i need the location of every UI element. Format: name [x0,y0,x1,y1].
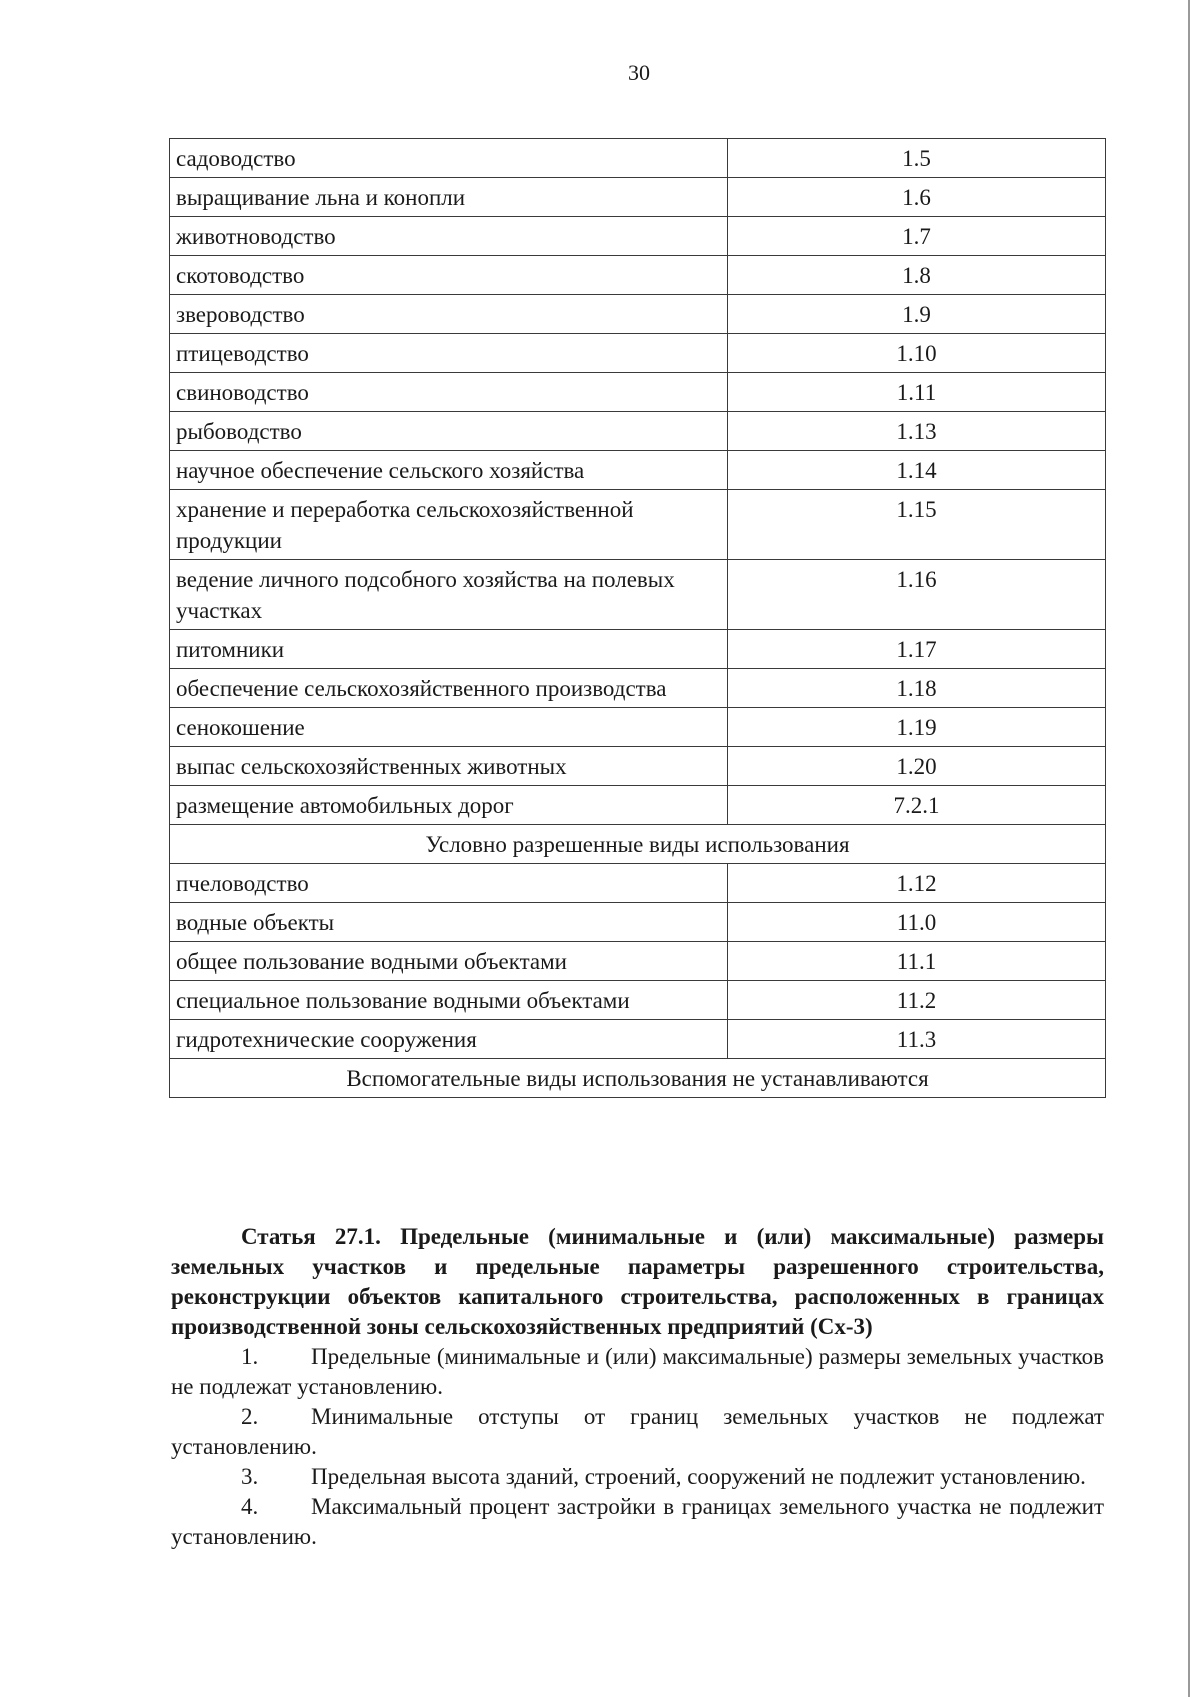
use-name: водные объекты [170,903,728,942]
use-name: садоводство [170,139,728,178]
section-heading-conditional: Условно разрешенные виды использования [170,825,1106,864]
table-row [170,669,1106,708]
clause [171,1342,1104,1402]
table-row [170,412,1106,451]
table-row [170,217,1106,256]
section-row-auxiliary [170,1059,1106,1098]
clause-text: Предельные (минимальные и (или) максимальные) размеры земельных участков не подлежат установлению. [171,1344,1104,1399]
clause-text: Предельная высота зданий, строений, сооружений не подлежит установлению. [311,1464,1086,1489]
use-name: специальное пользование водными объектами [170,981,728,1020]
use-name: рыбоводство [170,412,728,451]
table-row [170,334,1106,373]
use-name: скотоводство [170,256,728,295]
page-edge-line [1188,0,1190,1697]
table-row [170,451,1106,490]
use-name: свиноводство [170,373,728,412]
use-code: 1.15 [728,490,1106,560]
use-code: 7.2.1 [728,786,1106,825]
table-row [170,490,1106,560]
section-heading-auxiliary: Вспомогательные виды использования не устанавливаются [170,1059,1106,1098]
clause-text: Максимальный процент застройки в границах земельного участка не подлежит установлению. [171,1494,1104,1549]
use-code: 1.13 [728,412,1106,451]
table-row [170,373,1106,412]
clause-number: 1. [241,1344,259,1369]
table-row [170,178,1106,217]
clause-number: 2. [241,1404,259,1429]
table-row [170,256,1106,295]
clause [171,1402,1104,1462]
clause-number: 4. [241,1494,259,1519]
use-name: обеспечение сельскохозяйственного производства [170,669,728,708]
use-code: 1.5 [728,139,1106,178]
use-code: 1.18 [728,669,1106,708]
table-row [170,903,1106,942]
use-code: 1.10 [728,334,1106,373]
use-code: 1.9 [728,295,1106,334]
article-heading: Статья 27.1. Предельные (минимальные и (или) максимальные) размеры земельных участков и предельные параметры разрешенного строительства, реконструкции объектов капитального строительства, расположенных в границах производственной зоны сельскохозяйственных предприятий (Сх-3) [171,1224,1104,1339]
clause [171,1492,1104,1552]
use-name: пчеловодство [170,864,728,903]
use-name: сенокошение [170,708,728,747]
use-name: хранение и переработка сельскохозяйственной продукции [170,490,728,560]
table-row [170,1020,1106,1059]
use-code: 1.11 [728,373,1106,412]
use-name: общее пользование водными объектами [170,942,728,981]
use-name: звероводство [170,295,728,334]
land-use-table [169,138,1106,1098]
use-name: питомники [170,630,728,669]
article-27-1 [171,1222,1104,1552]
use-name: животноводство [170,217,728,256]
table-row [170,864,1106,903]
table-row [170,295,1106,334]
use-code: 1.8 [728,256,1106,295]
use-code: 1.12 [728,864,1106,903]
use-name: гидротехнические сооружения [170,1020,728,1059]
use-code: 11.1 [728,942,1106,981]
table-row [170,942,1106,981]
use-name: размещение автомобильных дорог [170,786,728,825]
use-code: 1.14 [728,451,1106,490]
table-row [170,139,1106,178]
use-code: 11.3 [728,1020,1106,1059]
table-row [170,786,1106,825]
use-code: 1.20 [728,747,1106,786]
use-code: 11.2 [728,981,1106,1020]
table-row [170,747,1106,786]
table-row [170,981,1106,1020]
section-row-conditional [170,825,1106,864]
clause [171,1462,1104,1492]
use-name: выращивание льна и конопли [170,178,728,217]
use-name: ведение личного подсобного хозяйства на полевых участках [170,560,728,630]
use-code: 1.17 [728,630,1106,669]
use-code: 11.0 [728,903,1106,942]
clause-text: Минимальные отступы от границ земельных участков не подлежат установлению. [171,1404,1104,1459]
table-row [170,560,1106,630]
use-code: 1.16 [728,560,1106,630]
use-code: 1.6 [728,178,1106,217]
use-name: птицеводство [170,334,728,373]
table-row [170,708,1106,747]
use-name: научное обеспечение сельского хозяйства [170,451,728,490]
clause-number: 3. [241,1464,259,1489]
use-code: 1.7 [728,217,1106,256]
page-number: 30 [628,60,650,85]
use-code: 1.19 [728,708,1106,747]
use-name: выпас сельскохозяйственных животных [170,747,728,786]
table-row [170,630,1106,669]
